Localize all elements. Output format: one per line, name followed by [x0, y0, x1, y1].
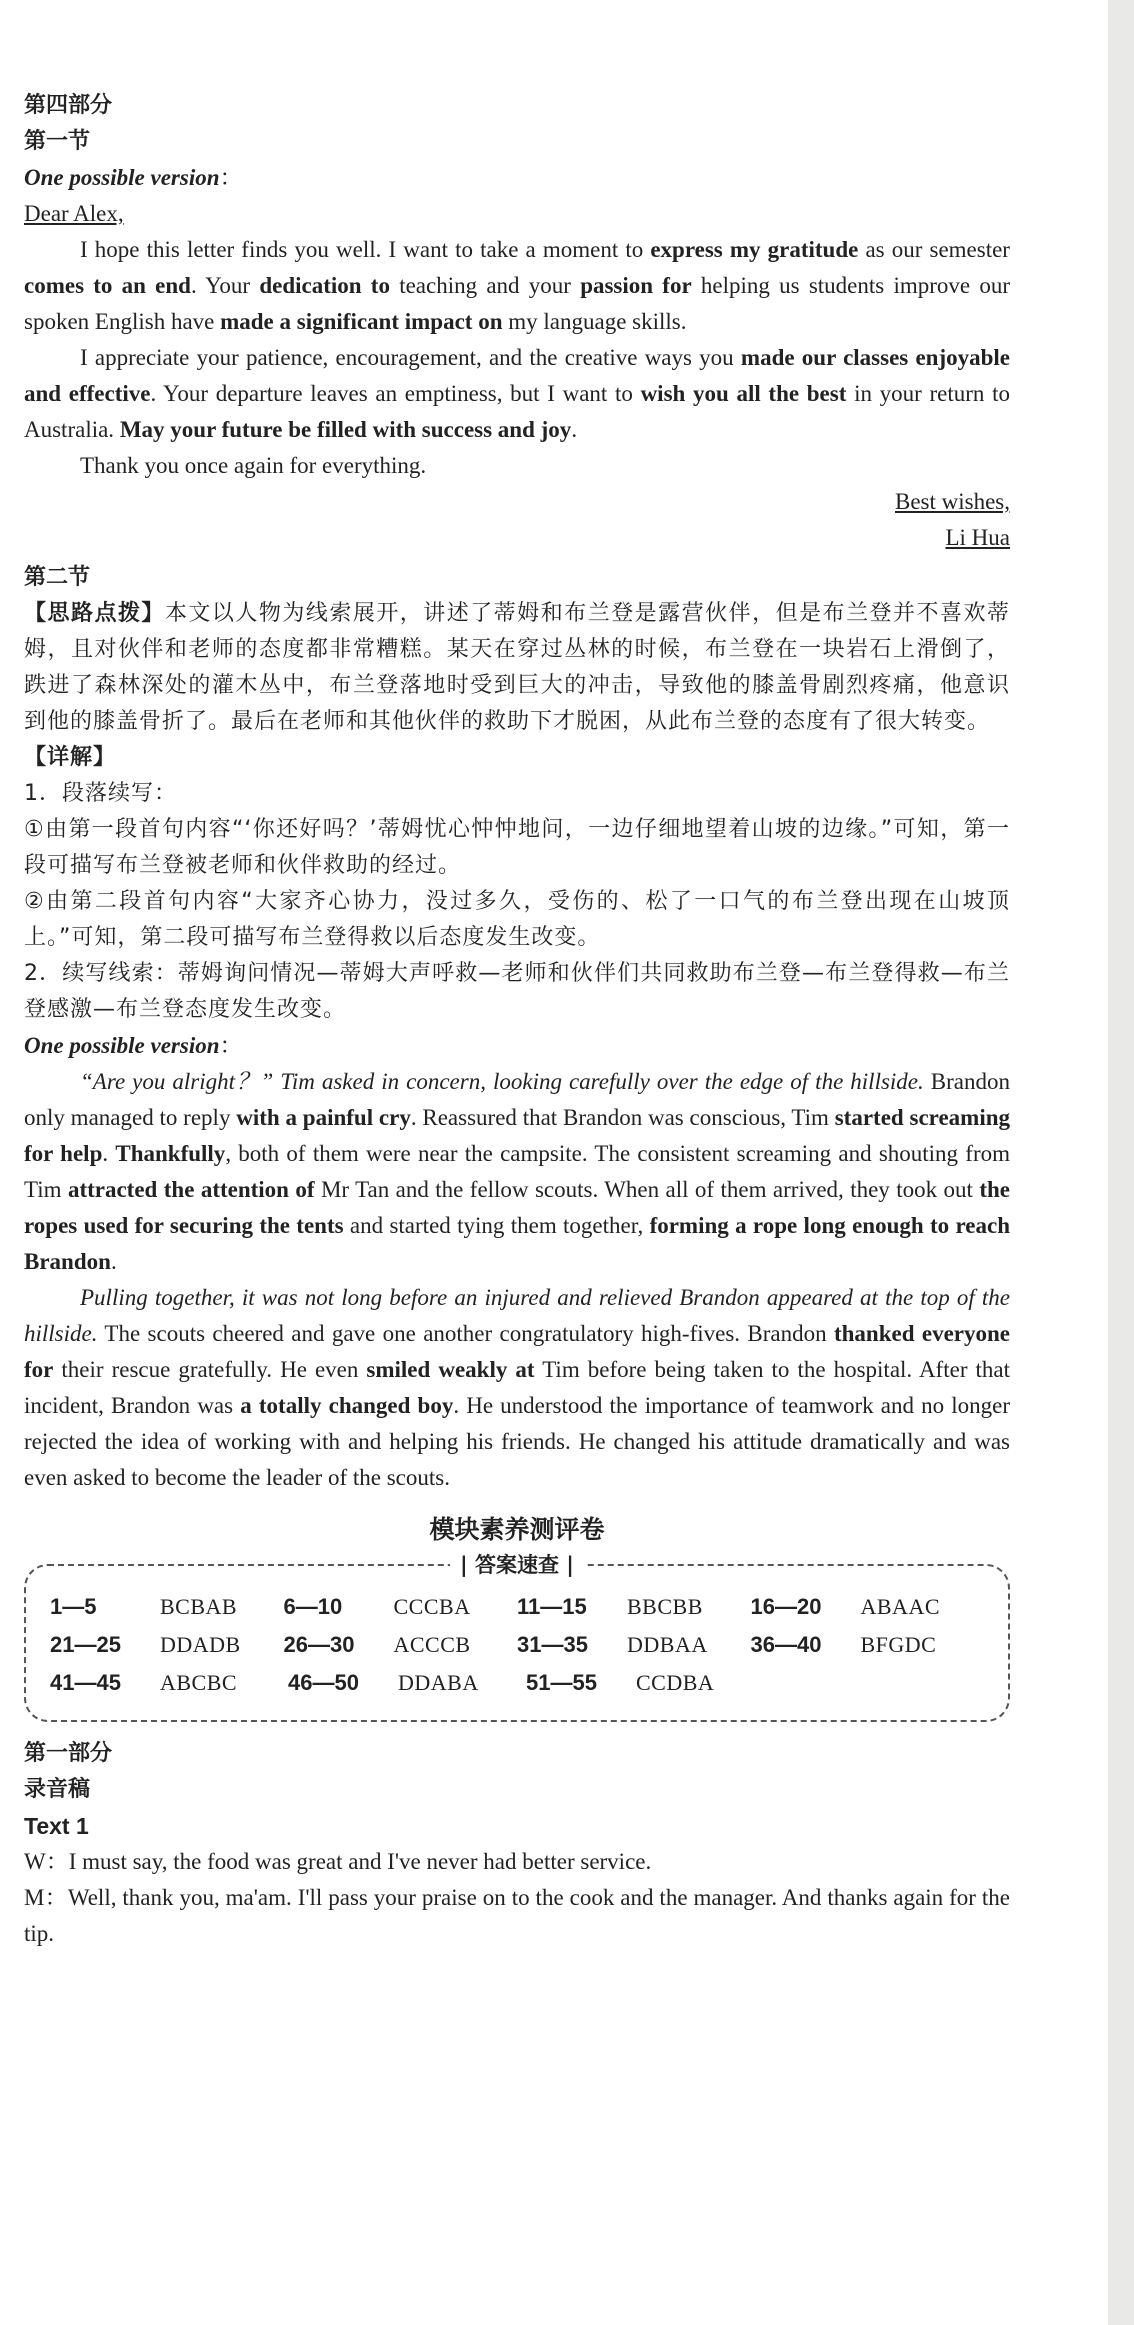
- part4-title: 第四部分: [24, 93, 113, 118]
- version-heading-2: One possible version：: [24, 1033, 243, 1058]
- letter-closing: Best wishes,: [895, 489, 1010, 514]
- letter-paragraph-1: I hope this letter finds you well. I want to take a moment to express my gratitude as our semester comes to an end. Your dedication to teaching and your passion for helping us students improve our spoken English have made a significant impact on my language skills.: [24, 237, 1010, 334]
- dialogue-w: W：I must say, the food was great and I've never had better service.: [24, 1849, 652, 1874]
- answer-cell: 41—45 ABCBC: [50, 1670, 238, 1695]
- answer-key-label: | 答案速查 |: [450, 1550, 584, 1580]
- answer-cell: 46—50 DDABA: [288, 1670, 479, 1695]
- answer-cell: 21—25 DDADB: [50, 1632, 241, 1657]
- version-heading: [24, 160, 1010, 196]
- detail-1b: ②由第二段首句内容“大家齐心协力，没过多久，受伤的、松了一口气的布兰登出现在山坡顶上。”可知，第二段可描写布兰登得救以后态度发生改变。: [24, 889, 1010, 950]
- detail-1: 1．段落续写：: [24, 781, 177, 806]
- answer-cell: 26—30 ACCCB: [283, 1632, 471, 1657]
- salutation: Dear Alex,: [24, 201, 124, 226]
- part1-title: 第一部分: [24, 1741, 113, 1766]
- content: [24, 88, 1010, 1952]
- letter-paragraph-3: Thank you once again for everything.: [80, 453, 427, 478]
- detail-label: 【详解】: [24, 745, 117, 770]
- answer-cell: 36—40 BFGDC: [750, 1632, 937, 1657]
- story-paragraph-2: Pulling together, it was not long before an injured and relieved Brandon appeared at the top of the hillside. The scouts cheered and gave one another congratulatory high-fives. Brandon thanked everyone for their rescue gratefully. He even smiled weakly at Tim before being taken to the hospital. After that incident, Brandon was a totally changed boy. He understood the importance of teamwork and no longer rejected the idea of working with and helping his friends. He changed his attitude dramatically and was even asked to become the leader of the scouts.: [24, 1285, 1011, 1490]
- answer-cell: 1—5 BCBAB: [50, 1594, 238, 1619]
- module-title: 模块素养测评卷: [429, 1515, 605, 1544]
- transcript-title: 录音稿: [24, 1777, 91, 1802]
- section2-title: 第二节: [24, 565, 91, 590]
- version-colon: ：: [219, 165, 243, 190]
- answer-row: [50, 1588, 984, 1626]
- answer-row: [50, 1626, 984, 1664]
- answer-cell: 51—55 CCDBA: [526, 1670, 715, 1695]
- section1-title: 第一节: [24, 129, 91, 154]
- detail-1a: ①由第一段首句内容“‘你还好吗？’蒂姆忧心忡忡地问，一边仔细地望着山坡的边缘。”可知，第一段可描写布兰登被老师和伙伴救助的经过。: [24, 817, 1010, 878]
- letter-paragraph-2: I appreciate your patience, encouragement, and the creative ways you made our classes enjoyable and effective. Your departure leaves an emptiness, but I want to wish you all the best in your return to Australia. May your future be filled with success and joy.: [24, 345, 1011, 442]
- answer-cell: 16—20 ABAAC: [750, 1594, 941, 1619]
- version-label: One possible version: [24, 165, 220, 190]
- answer-key-box: [24, 1553, 1010, 1722]
- tips-paragraph: 【思路点拨】本文以人物为线索展开，讲述了蒂姆和布兰登是露营伙伴，但是布兰登并不喜欢蒂姆，且对伙伴和老师的态度都非常糟糕。某天在穿过丛林的时候，布兰登在一块岩石上滑倒了，跌进了森林深处的灌木丛中，布兰登落地时受到巨大的冲击，导致他的膝盖骨剧烈疼痛，他意识到他的膝盖骨折了。最后在老师和其他伙伴的救助下才脱困，从此布兰登的态度有了很大转变。: [24, 601, 1010, 734]
- answer-cell: 31—35 DDBAA: [517, 1632, 708, 1657]
- detail-2: 2．续写线索：蒂姆询问情况—蒂姆大声呼救—老师和伙伴们共同救助布兰登—布兰登得救—布兰登感激—布兰登态度发生改变。: [24, 961, 1010, 1022]
- letter-signature: Li Hua: [945, 525, 1010, 550]
- page-edge: [1108, 0, 1134, 2325]
- answer-cell: 11—15 BBCBB: [517, 1594, 703, 1619]
- text1-title: Text 1: [24, 1813, 89, 1839]
- dialogue-m: M：Well, thank you, ma'am. I'll pass your praise on to the cook and the manager. And thanks again for the tip.: [24, 1885, 1010, 1946]
- story-paragraph-1: “Are you alright？” Tim asked in concern, looking carefully over the edge of the hillside. Brandon only managed to reply with a painful cry. Reassured that Brandon was conscious, Tim started screaming for help. Thankfully, both of them were near the campsite. The consistent screaming and shouting from Tim attracted the attention of Mr Tan and the fellow scouts. When all of them arrived, they took out the ropes used for securing the tents and started tying them together, forming a rope long enough to reach Brandon.: [24, 1069, 1010, 1274]
- answer-cell: 6—10 CCCBA: [283, 1594, 471, 1619]
- answer-row: [50, 1664, 984, 1702]
